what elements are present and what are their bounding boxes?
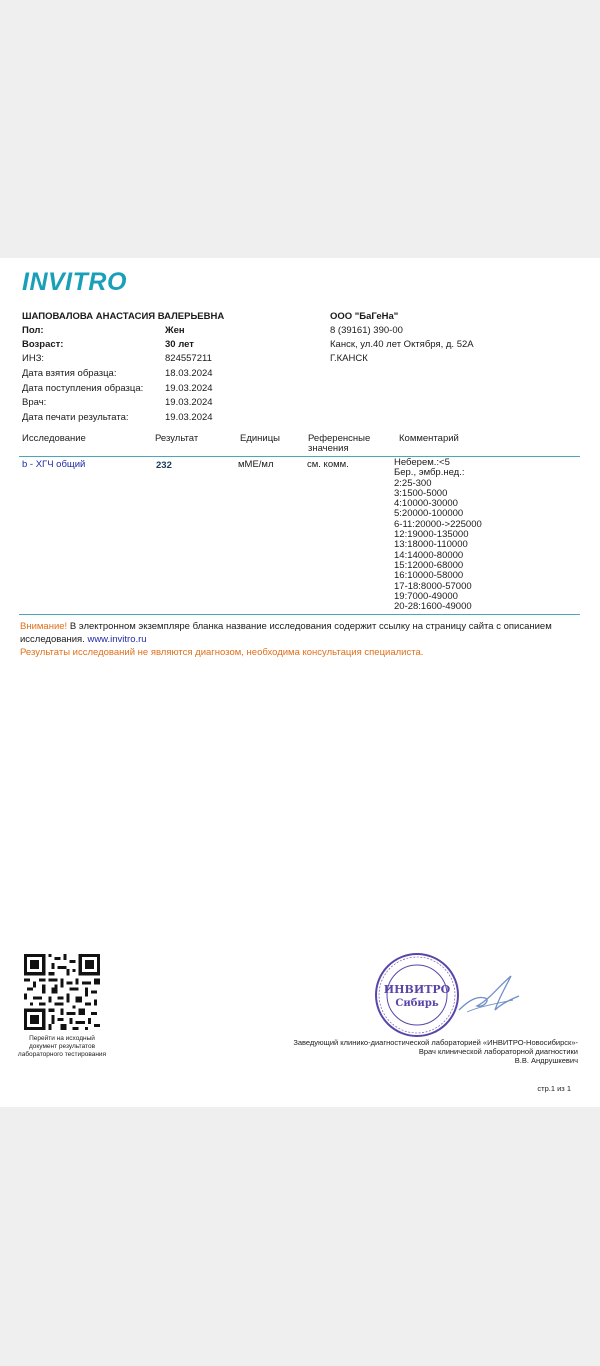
sample-date-value: 18.03.2024: [165, 368, 213, 379]
comment-line: 12:19000-135000: [394, 529, 469, 541]
notice-text: В электронном экземпляре бланка название исследования содержит ссылку на страницу сайта с описанием: [67, 621, 552, 632]
result-value: 232: [156, 460, 172, 471]
comment-line: 2:25-300: [394, 477, 432, 489]
signature: [455, 970, 525, 1020]
receipt-date-value: 19.03.2024: [165, 383, 213, 394]
doctor-value: 19.03.2024: [165, 397, 213, 408]
age-label: Возраст:: [22, 339, 64, 350]
col-comment-header: Комментарий: [399, 433, 459, 444]
notice-text-2: исследования.: [20, 634, 85, 645]
qr-caption: [16, 1035, 108, 1059]
comment-line: 13:18000-110000: [394, 539, 468, 551]
col-test-header: Исследование: [22, 433, 86, 444]
comment-line: 16:10000-58000: [394, 570, 464, 582]
notice-line2: [20, 633, 147, 647]
col-result-header: Результат: [155, 433, 199, 444]
report-page: [0, 258, 600, 1107]
comment-line: 3:1500-5000: [394, 487, 448, 499]
sex-value: Жен: [165, 325, 185, 336]
receipt-date-label: Дата поступления образца:: [22, 383, 144, 394]
clinic-city: Г.КАНСК: [330, 353, 368, 364]
qr-caption-line: Перейти на исходный: [29, 1035, 95, 1042]
col-units-header: Единицы: [240, 433, 281, 444]
sample-date-label: Дата взятия образца:: [22, 368, 117, 379]
comment-list: [394, 458, 482, 612]
comment-line: 20-28:1600-49000: [394, 601, 472, 613]
invitro-logo: INVITRO: [22, 268, 127, 296]
clinic-name: ООО "БаГеНа": [330, 311, 399, 322]
comment-line: 15:12000-68000: [394, 559, 464, 571]
comment-line: 14:14000-80000: [394, 549, 464, 561]
doctor-label: Врач:: [22, 397, 47, 408]
laboratory-stamp: [372, 950, 462, 1040]
signatory-line1: Заведующий клинико-диагностической лабораторией «ИНВИТРО-Новосибирск»-: [293, 1038, 578, 1047]
comment-line: 4:10000-30000: [394, 498, 458, 510]
age-value: 30 лет: [165, 339, 194, 350]
qr-caption-line: документ результатов: [28, 1043, 96, 1050]
comment-line: 17-18:8000-57000: [394, 580, 472, 592]
stamp-text-2: Сибирь: [395, 998, 439, 1009]
signatory-line2: Врач клинической лабораторной диагностики: [418, 1047, 578, 1056]
comment-line: Бер., эмбр.нед.:: [394, 467, 465, 479]
print-date-label: Дата печати результата:: [22, 412, 129, 423]
attention-label: Внимание!: [20, 621, 68, 632]
comment-line: 19:7000-49000: [394, 590, 458, 602]
signatory-block: [293, 1038, 578, 1065]
clinic-address: Канск, ул.40 лет Октября, д. 52А: [330, 339, 474, 350]
inz-label: ИНЗ:: [22, 353, 45, 364]
invitro-site-link[interactable]: www.invitro.ru: [84, 634, 147, 645]
sex-label: Пол:: [22, 325, 44, 336]
inz-value: 824557211: [165, 353, 212, 364]
comment-line: 6-11:20000->225000: [394, 518, 482, 530]
stamp-text-1: ИНВИТРО: [383, 983, 451, 996]
units-value: мМЕ/мл: [238, 459, 274, 470]
test-name-link[interactable]: b - ХГЧ общий: [22, 459, 86, 470]
ref-value: см. комм.: [307, 459, 349, 470]
clinic-phone: 8 (39161) 390-00: [330, 325, 403, 336]
signatory-line3: В.В. Андрушкевич: [514, 1056, 578, 1065]
col-ref-header-line1: Референсные: [308, 433, 371, 444]
comment-line: 5:20000-100000: [394, 508, 464, 520]
col-ref-header-line2: значения: [308, 443, 349, 454]
qr-code[interactable]: [24, 954, 100, 1030]
qr-caption-line: лабораторного тестирования: [17, 1051, 107, 1058]
table-bottom-divider: [19, 614, 580, 615]
disclaimer: Результаты исследований не являются диагнозом, необходима консультация специалиста.: [20, 647, 424, 658]
table-header-divider: [19, 456, 580, 457]
comment-line: Неберем.:<5: [394, 457, 450, 468]
print-date-value: 19.03.2024: [165, 412, 213, 423]
notice-line1: [20, 620, 552, 634]
page-number: стр.1 из 1: [537, 1084, 571, 1093]
patient-name: ШАПОВАЛОВА АНАСТАСИЯ ВАЛЕРЬЕВНА: [22, 311, 225, 322]
